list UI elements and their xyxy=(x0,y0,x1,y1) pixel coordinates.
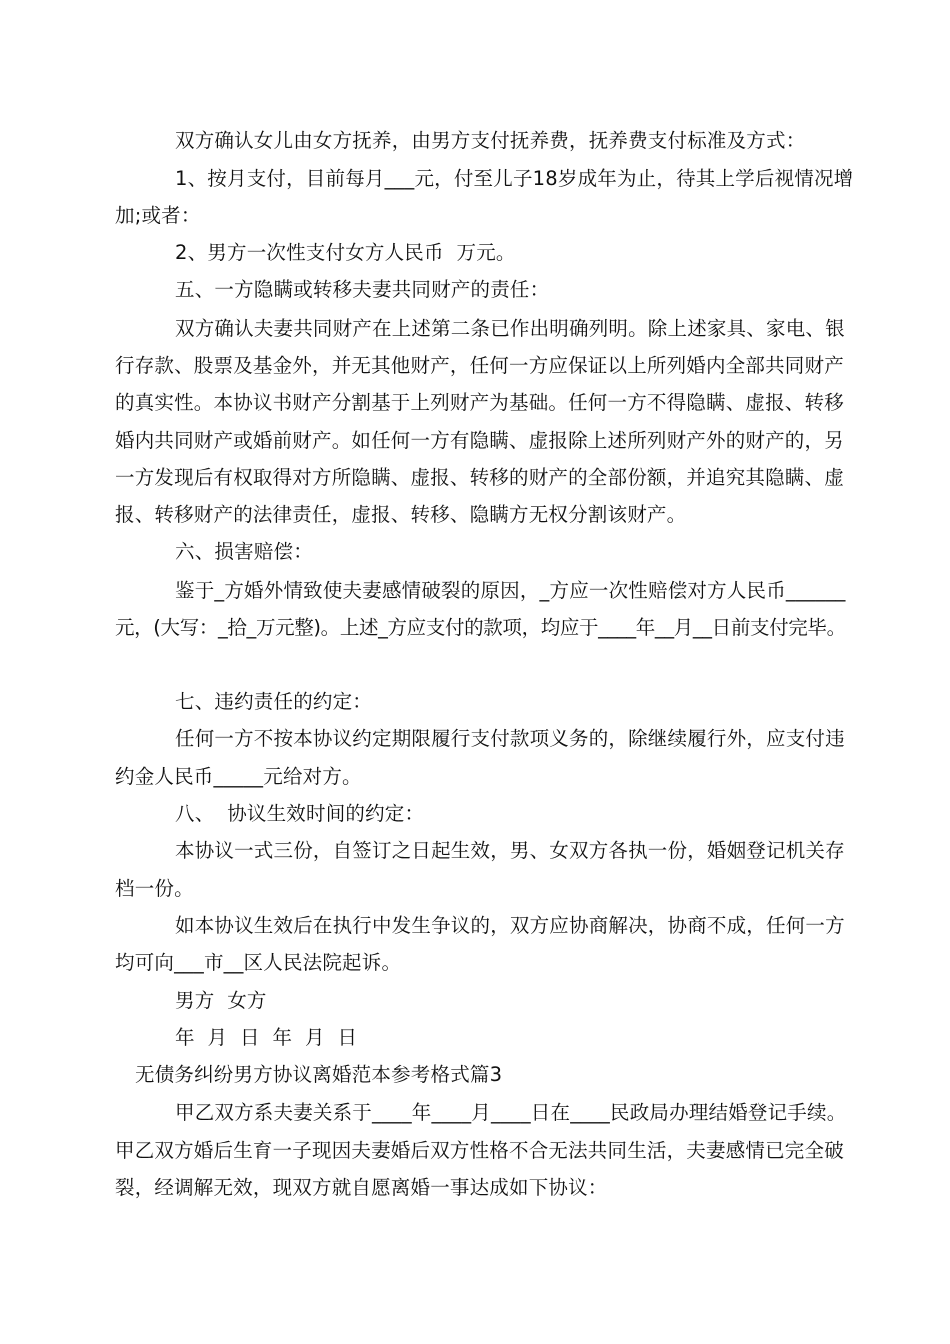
text-line: 如本协议生效后在执行中发生争议的，双方应协商解决，协商不成，任何一方 xyxy=(175,914,845,937)
text-line: 双方确认女儿由女方抚养，由男方支付抚养费，抚养费支付标准及方式： xyxy=(175,129,806,152)
signature-label: 男方 女方 xyxy=(175,989,267,1012)
text-line: 一方发现后有权取得对方所隐瞒、虚报、转移的财产的全部份额，并追究其隐瞒、虚 xyxy=(115,466,844,489)
section-heading: 七、违约责任的约定： xyxy=(175,690,373,713)
section-heading: 八、 协议生效时间的约定： xyxy=(175,802,425,825)
date-line: 年 月 日 年 月 日 xyxy=(175,1026,358,1049)
article-title: 无债务纠纷男方协议离婚范本参考格式篇3 xyxy=(135,1063,503,1086)
text-line: 约金人民币_____元给对方。 xyxy=(115,765,362,788)
text-line: 加;或者： xyxy=(115,204,201,227)
text-line: 行存款、股票及基金外，并无其他财产，任何一方应保证以上所列婚内全部共同财产 xyxy=(115,354,844,377)
text-line: 任何一方不按本协议约定期限履行支付款项义务的，除继续履行外，应支付违 xyxy=(175,727,845,750)
section-heading: 五、一方隐瞒或转移夫妻共同财产的责任： xyxy=(175,278,550,301)
section-heading: 六、损害赔偿： xyxy=(175,540,313,563)
text-line: 本协议一式三份，自签订之日起生效，男、女双方各执一份，婚姻登记机关存 xyxy=(175,839,845,862)
text-line: 双方确认夫妻共同财产在上述第二条已作出明确列明。除上述家具、家电、银 xyxy=(175,317,845,340)
text-line: 婚内共同财产或婚前财产。如任何一方有隐瞒、虚报除上述所列财产外的财产的，另 xyxy=(115,429,844,452)
text-line: 报、转移财产的法律责任，虚报、转移、隐瞒方无权分割该财产。 xyxy=(115,503,687,526)
text-line: 均可向___市__区人民法院起诉。 xyxy=(115,951,402,974)
text-line: 1、按月支付，目前每月___元，付至儿子18岁成年为止，待其上学后视情况增 xyxy=(175,167,854,190)
text-line: 甲乙双方婚后生育一子现因夫妻婚后双方性格不合无法共同生活，夫妻感情已完全破 xyxy=(115,1139,844,1162)
text-line: 的真实性。本协议书财产分割基于上列财产为基础。任何一方不得隐瞒、虚报、转移 xyxy=(115,391,844,414)
text-line: 元，(大写：_拾_万元整)。上述_方应支付的款项，均应于____年__月__日前支付完毕。 xyxy=(115,616,846,639)
text-line: 2、男方一次性支付女方人民币 万元。 xyxy=(175,241,516,264)
text-line: 甲乙双方系夫妻关系于____年____月____日在____民政局办理结婚登记手续。 xyxy=(175,1101,847,1124)
text-line: 档一份。 xyxy=(115,877,194,900)
text-line: 裂，经调解无效，现双方就自愿离婚一事达成如下协议： xyxy=(115,1176,608,1199)
text-line: 鉴于_方婚外情致使夫妻感情破裂的原因，_方应一次性赔偿对方人民币______ xyxy=(175,579,846,602)
